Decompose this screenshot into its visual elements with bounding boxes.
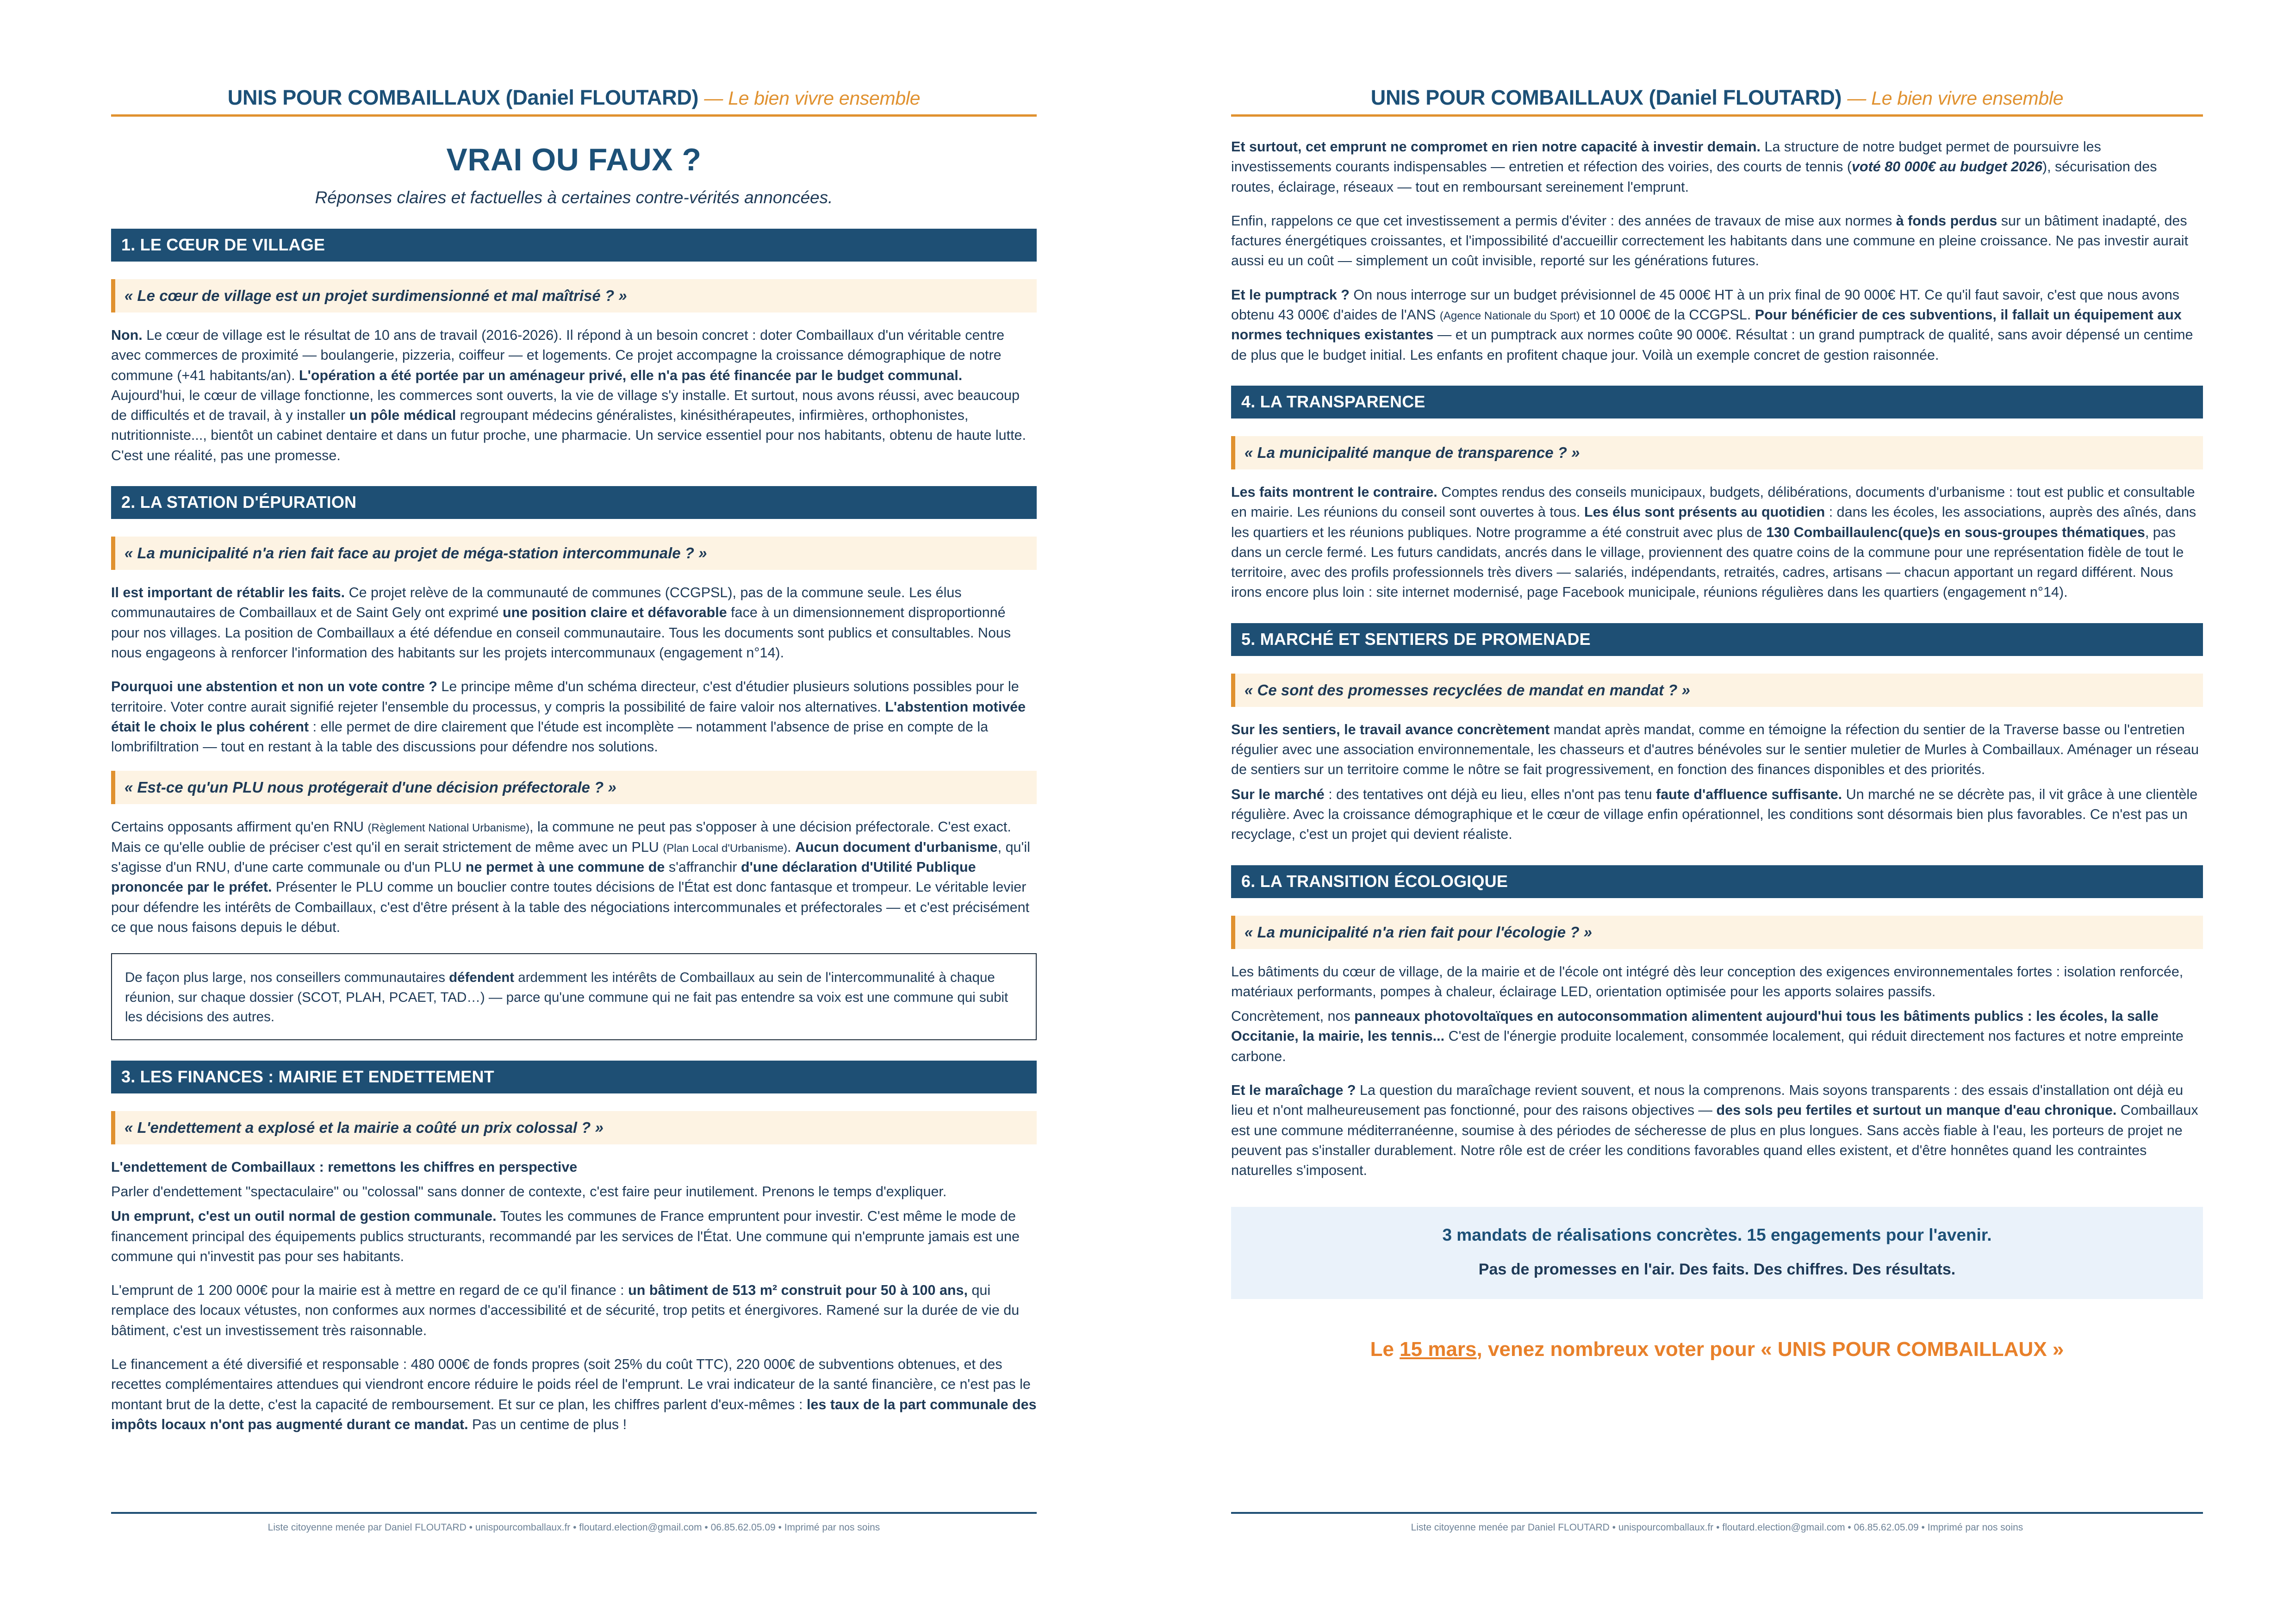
text: : des tentatives ont déjà eu lieu, elles n'ont pas tenu	[1324, 786, 1656, 802]
text: sur un bâtiment inadapté, des factures énergétiques croissantes, et l'impossibilité d'accueillir correctement les habitants dans une commune en pleine croissance. Ne pas investir aurait aussi eu un coût — simplement un coût invisible, reporté sur les générations futures.	[1231, 212, 2189, 269]
text: et 10 000€ de la CCGPSL.	[1580, 307, 1755, 323]
text: — et un pumptrack aux normes coûte 90 000€. Résultat : un grand pumptrack de qualité, sans avoir dépensé un centime de plus que le budget initial. Les enfants en profitent chaque jour. Voilà un exemple concret de gestion raisonnée.	[1231, 327, 2193, 363]
answer-paragraph-1-1	[111, 325, 1037, 466]
claim-quote-2b: « Est-ce qu'un PLU nous protégerait d'une décision préfectorale ? »	[111, 771, 1037, 804]
answer-paragraph-4-1	[1231, 482, 2203, 603]
claim-quote-2a: « La municipalité n'a rien fait face au projet de méga-station intercommunale ? »	[111, 537, 1037, 570]
claim-quote-1: « Le cœur de village est un projet surdimensionné et mal maîtrisé ? »	[111, 279, 1037, 312]
emph: L'abstention motivée était le choix le plus cohérent	[111, 699, 1026, 735]
text: On nous interroge sur un budget prévisionnel de 45 000€ HT à un prix final de 90 000€ HT. Ce qu'il faut savoir, c'est que nous avons obtenu 43 000€ d'aides de l'ANS	[1231, 287, 2179, 323]
emph: panneaux photovoltaïques en autoconsommation alimentent aujourd'hui tous les bâtiments publics : les écoles, la salle Occitanie, la mairie, les tennis...	[1231, 1008, 2159, 1044]
page-subtitle: Réponses claires et factuelles à certaines contre-vérités annoncées.	[315, 188, 833, 207]
abbr-expansion: (Règlement National Urbanisme)	[367, 822, 530, 835]
section-heading-4: 4. LA TRANSPARENCE	[1231, 386, 2203, 418]
text: Le financement a été diversifié et responsable : 480 000€ de fonds propres (soit 25% du coût TTC), 220 000€ de subventions obtenues, et des recettes complémentaires attendues qui viendront encore réduire le poids réel de l'emprunt. Le vrai indicateur de la santé financière, ce n'est pas le montant brut de la dette, c'est la capacité de remboursement. Et sur ce plan, les chiffres parlent d'eux-mêmes :	[111, 1356, 1031, 1412]
answer-paragraph-6-1: Les bâtiments du cœur de village, de la mairie et de l'école ont intégré dès leur conception des exigences environnementales fortes : isolation renforcée, matériaux performants, pompes à chaleur, éclairage LED, orientation optimisée pour les apports solaires passifs.	[1231, 963, 2184, 999]
claim-quote-6: « La municipalité n'a rien fait pour l'écologie ? »	[1231, 916, 2203, 949]
answer-paragraph-5-1	[1231, 720, 2203, 780]
emph: L'opération a été portée par un aménageur privé, elle n'a pas été financée par le budget communal.	[299, 367, 963, 383]
answer-paragraph-3b-1	[1231, 137, 2203, 197]
section-heading-3: 3. LES FINANCES : MAIRIE ET ENDETTEMENT	[111, 1061, 1037, 1093]
text: Comptes rendus des conseils municipaux, budgets, délibérations, documents d'urbanisme : tout est public et consultable en mairie. Les réunions du conseil sont ouvertes à tous.	[1231, 484, 2195, 520]
vote-call-to-action	[1231, 1338, 2203, 1361]
text: Ce projet relève de la communauté de communes (CCGPSL), pas de la commune seule. Les élus communautaires de Combaillaux et de Saint Gely ont exprimé	[111, 585, 962, 621]
text: Le principe même d'un schéma directeur, c'est d'étudier plusieurs solutions possibles pour le territoire. Voter contre aurait signifié rejeter l'ensemble du processus, y compris la possibilité de faire valoir nos alternatives.	[111, 679, 1019, 715]
answer-paragraph-3-3	[111, 1280, 1037, 1341]
text: La structure de notre budget permet de poursuivre les investissements courants indispensables — entretien et réfection des voiries, des courts de tennis (	[1231, 139, 2101, 175]
page-title: VRAI OU FAUX ?	[446, 142, 702, 177]
claim-quote-3: « L'endettement a explosé et la mairie a coûté un prix colossal ? »	[111, 1111, 1037, 1144]
emph: Les élus sont présents au quotidien	[1584, 504, 1825, 520]
text: , venez nombreux voter pour « UNIS POUR COMBAILLAUX »	[1476, 1337, 2064, 1361]
emph: un bâtiment de 513 m² construit pour 50 à 100 ans,	[628, 1282, 968, 1299]
text: Combaillaux est une commune méditerranéenne, soumise à des périodes de sécheresse de plus en plus longues. Sans accès fiable à l'eau, les porteurs de projet ne peuvent pas s'installer durablement. Notre rôle est de créer les conditions favorables quand elles existent, et d'être honnêtes quand les contraintes naturelles s'imposent.	[1231, 1102, 2198, 1179]
text: L'emprunt de 1 200 000€ pour la mairie est à mettre en regard de ce qu'il finance :	[111, 1282, 628, 1299]
text: , pas dans un cercle fermé. Les futurs candidats, ancrés dans le village, proviennent des quatre coins de la commune pour une représentation fidèle de tout le territoire, avec des profils professionnels très divers — salariés, indépendants, retraités, cadres, artisans — chacun apportant un regard différent. Nous irons encore plus loin : site internet modernisé, page Facebook municipale, réunions régulières dans les quartiers (engagement n°14).	[1231, 524, 2184, 600]
answer-paragraph-2-1	[111, 583, 1037, 663]
emph: Sur le marché	[1231, 786, 1325, 802]
emph: Sur les sentiers, le travail avance concrètement	[1231, 721, 1550, 737]
emph: à fonds perdus	[1896, 212, 1997, 229]
text: : dans les écoles, les associations, auprès des aînés, dans les quartiers et les réunions publiques. Notre programme a été construit avec plus de	[1231, 504, 2196, 540]
text: Le cœur de village est le résultat de 10 ans de travail (2016-2026). Il répond à un besoin concret : doter Combaillaux d'un véritable centre avec commerces de proximité — boulangerie, pizzeria, coiffeur — et logements. Ce projet accompagne la croissance démographique de notre commune (+41 habitants/an).	[111, 327, 1005, 383]
text: ), sécurisation des routes, éclairage, réseaux — tout en remboursant sereinement l'emprunt.	[1231, 159, 2157, 195]
claim-quote-5: « Ce sont des promesses recyclées de mandat en mandat ? »	[1231, 674, 2203, 707]
emph: Pourquoi une abstention et non un vote contre ?	[111, 679, 437, 695]
section-heading-5: 5. MARCHÉ ET SENTIERS DE PROMENADE	[1231, 623, 2203, 656]
text: Certains opposants affirment qu'en RNU	[111, 819, 368, 835]
emph: Aucun document d'urbanisme	[795, 839, 998, 855]
text: : elle permet de dire clairement que l'étude est incomplète — notamment l'absence de prise en compte de la lombrifiltration — tout en restant à la table des discussions pour défendre nos solutions.	[111, 718, 989, 755]
emph: Les faits montrent le contraire.	[1231, 484, 1437, 500]
emph: L'endettement de Combaillaux : remettons les chiffres en perspective	[111, 1159, 578, 1175]
answer-paragraph-3b-2	[1231, 211, 2203, 271]
page-footer-right: Liste citoyenne menée par Daniel FLOUTARD • unispourcomballaux.fr • floutard.election@gmail.com • 06.85.62.05.09 • Imprimé par nos soins	[1231, 1512, 2203, 1533]
emph: Et le pumptrack ?	[1231, 287, 1350, 303]
abbr-expansion: (Plan Local d'Urbanisme)	[663, 842, 787, 855]
answer-lead-3	[111, 1157, 1037, 1177]
answer-paragraph-6-2	[1231, 1006, 2203, 1067]
emph: 130 Combaillaulenc(que)s en sous-groupes thématiques	[1766, 524, 2145, 540]
emph: les taux de la part communale des impôts locaux n'ont pas augmenté durant ce mandat.	[111, 1396, 1037, 1432]
brand-tagline: — Le bien vivre ensemble	[704, 87, 921, 109]
emph: Et surtout, cet emprunt ne compromet en rien notre capacité à investir demain.	[1231, 139, 1761, 155]
answer-paragraph-2-2	[111, 677, 1037, 757]
emph: faute d'affluence suffisante.	[1656, 786, 1842, 802]
brand-name	[111, 86, 1037, 110]
section-heading-6: 6. LA TRANSITION ÉCOLOGIQUE	[1231, 865, 2203, 898]
closing-line-2: Pas de promesses en l'air. Des faits. Des chiffres. Des résultats.	[1478, 1260, 1956, 1278]
answer-paragraph-5-2	[1231, 785, 2203, 845]
emph: Pour bénéficier de ces subventions, il fallait un équipement aux normes techniques existantes	[1231, 307, 2182, 343]
answer-paragraph-3-1: Parler d'endettement "spectaculaire" ou "colossal" sans donner de contexte, c'est faire peur inutilement. Prenons le temps d'expliquer.	[111, 1183, 947, 1199]
emph: une position claire et défavorable	[502, 605, 727, 621]
answer-paragraph-2-3	[111, 817, 1037, 937]
masthead-right	[1231, 86, 2203, 117]
text: , la commune ne peut pas s'opposer à une décision préfectorale. C'est exact. Mais ce qu'elle oublie de préciser c'est qu'il en serait strictement de même avec un PLU	[111, 819, 1011, 855]
emph-italic: voté 80 000€ au budget 2026	[1852, 159, 2042, 175]
text: Le	[1370, 1337, 1400, 1361]
text: Concrètement, nos	[1231, 1008, 1355, 1024]
emph: un pôle médical	[349, 407, 456, 424]
text: ardemment les intérêts de Combaillaux au sein de l'intercommunalité à chaque réunion, sur chaque dossier (SCOT, PLAH, PCAET, TAD…) — parce qu'une commune qui ne fait pas entendre sa voix est une commune qui subit les décisions des autres.	[125, 970, 1008, 1025]
closing-line-1: 3 mandats de réalisations concrètes. 15 engagements pour l'avenir.	[1442, 1225, 1992, 1244]
text: Présenter le PLU comme un bouclier contre toutes décisions de l'État est donc fantasque et trompeur. Le véritable levier pour défendre les intérêts de Combaillaux, c'est d'être présent à la table des négociations intercommunales et préfectorales — et c'est précisément ce que nous faisons depuis le début.	[111, 879, 1030, 935]
section-heading-1: 1. LE CŒUR DE VILLAGE	[111, 229, 1037, 262]
page-footer-left: Liste citoyenne menée par Daniel FLOUTARD • unispourcomballaux.fr • floutard.election@gmail.com • 06.85.62.05.09 • Imprimé par nos soins	[111, 1512, 1037, 1533]
text: Un marché ne se décrète pas, il vit grâce à une clientèle régulière. Avec la croissance démographique et le cœur de village enfin opérationnel, les conditions sont désormais bien plus favorables. Ce n'est pas un recyclage, c'est un projet qui devient réaliste.	[1231, 786, 2198, 843]
claim-quote-4: « La municipalité manque de transparence ? »	[1231, 436, 2203, 469]
emph: défendent	[449, 970, 515, 986]
emph: des sols peu fertiles et surtout un manque d'eau chronique.	[1716, 1102, 2117, 1118]
text: qui remplace des locaux vétustes, non conformes aux normes d'accessibilité et de sécurité, trop petits et énergivores. Ramené sur la durée de vie du bâtiment, c'est un investissement très raisonnable.	[111, 1282, 1020, 1338]
text: Pas un centime de plus !	[468, 1416, 627, 1432]
answer-paragraph-3-4	[111, 1355, 1037, 1435]
emph: ne permet à une commune de	[465, 859, 665, 875]
note-box	[111, 953, 1037, 1040]
text: De façon plus large, nos conseillers communautaires	[125, 970, 449, 986]
emph: Et le maraîchage ?	[1231, 1082, 1356, 1099]
masthead-left	[111, 86, 1037, 117]
emph: Non.	[111, 327, 143, 343]
emph: Il est important de rétablir les faits.	[111, 585, 345, 601]
vote-date: 15 mars	[1400, 1337, 1477, 1361]
answer-paragraph-3-2	[111, 1206, 1037, 1267]
text: Aujourd'hui, le cœur de village fonctionne, les commerces sont ouverts, la vie de village s'y installe. Et surtout, nous avons réussi, avec beaucoup de difficultés et de travail, à y installer	[111, 387, 1020, 424]
answer-paragraph-3b-3	[1231, 285, 2203, 365]
closing-highlight-box	[1231, 1207, 2203, 1299]
text: C'est de l'énergie produite localement, consommée localement, qui réduit directement nos factures et notre empreinte carbone.	[1231, 1028, 2184, 1064]
text: Enfin, rappelons ce que cet investissement a permis d'éviter : des années de travaux de mise aux normes	[1231, 212, 1896, 229]
brand-name-text: UNIS POUR COMBAILLAUX (Daniel FLOUTARD)	[1370, 86, 1842, 109]
answer-paragraph-6-3	[1231, 1081, 2203, 1181]
brand-name-text: UNIS POUR COMBAILLAUX (Daniel FLOUTARD)	[227, 86, 699, 109]
text: s'affranchir	[665, 859, 741, 875]
emph: d'une déclaration d'Utilité Publique prononcée par le préfet.	[111, 859, 976, 895]
brand-tagline: — Le bien vivre ensemble	[1847, 87, 2064, 109]
emph: Un emprunt, c'est un outil normal de gestion communale.	[111, 1208, 497, 1224]
text: Toutes les communes de France empruntent pour investir. C'est même le mode de financement principal des équipements publics structurants, recommandé par les services de l'État. Une commune qui n'emprunte jamais est une commune qui n'investit pas pour ses habitants.	[111, 1208, 1020, 1264]
text: .	[787, 839, 795, 855]
page-right	[1148, 0, 2296, 1624]
text: mandat après mandat, comme en témoigne la réfection du sentier de la Traverse basse ou l'entretien régulier avec une association environnementale, les chasseurs et d'autres bénévoles sur le sentier muletier de Murles à Combaillaux. Aménager un réseau de sentiers sur un territoire comme le nôtre se fait progressivement, en fonction des finances disponibles et des priorités.	[1231, 721, 2199, 778]
brand-name	[1231, 86, 2203, 110]
section-heading-2: 2. LA STATION D'ÉPURATION	[111, 486, 1037, 519]
abbr-expansion: (Agence Nationale du Sport)	[1439, 310, 1580, 323]
text: La question du maraîchage revient souvent, et nous la comprenons. Mais soyons transparents : des essais d'installation ont déjà eu lieu et n'ont malheureusement pas fonctionné, pour des raisons objectives —	[1231, 1082, 2184, 1118]
text: , qu'il s'agisse d'un RNU, d'une carte communale ou d'un PLU	[111, 839, 1030, 875]
text: face à un dimensionnement disproportionné pour nos villages. La position de Combaillaux a été défendue en conseil communautaire. Tous les documents sont publics et consultables. Nous nous engageons à renforcer l'information des habitants sur les projets intercommunaux (engagement n°14).	[111, 605, 1011, 661]
text: regroupant médecins généralistes, kinésithérapeutes, infirmières, orthophonistes, nutritionniste..., bientôt un cabinet dentaire et dans un futur proche, une pharmacie. Un service essentiel pour nos habitants, obtenu de haute lutte. C'est une réalité, pas une promesse.	[111, 407, 1026, 463]
